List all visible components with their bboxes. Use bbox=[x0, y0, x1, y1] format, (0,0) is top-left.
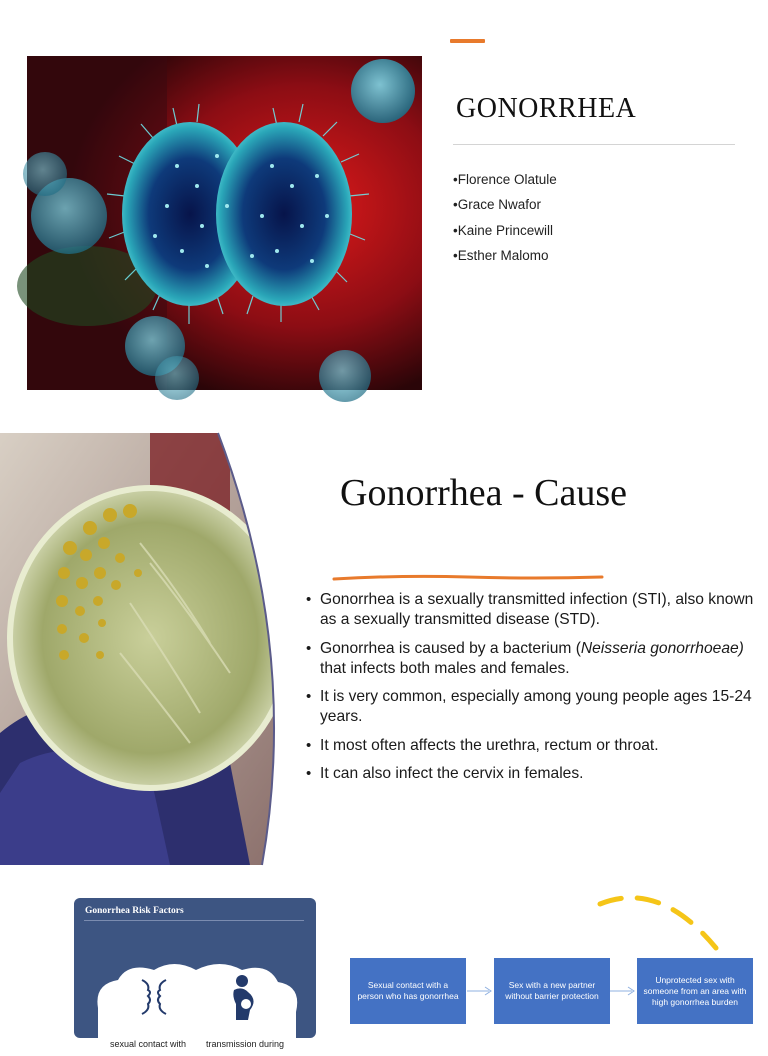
bullet-text: Gonorrhea is caused by a bacterium ( bbox=[320, 639, 581, 657]
bullet-item: • It can also infect the cervix in females. bbox=[306, 764, 756, 784]
bullet-text: that infects both males and females. bbox=[320, 659, 570, 677]
flow-step-box: Unprotected sex with someone from an area with high gonorrhea burden bbox=[637, 958, 753, 1024]
flow-step-box: Sex with a new partner without barrier protection bbox=[494, 958, 610, 1024]
title-divider bbox=[453, 144, 735, 145]
card-title: Gonorrhea Risk Factors bbox=[85, 906, 184, 916]
card-label: sexual contact with bbox=[110, 1039, 187, 1049]
petri-dish-image bbox=[0, 433, 290, 865]
pregnant-person-icon bbox=[228, 974, 258, 1020]
decorative-dashed-arc bbox=[590, 888, 730, 958]
author-item: •Florence Olatule bbox=[453, 172, 557, 187]
title-underline bbox=[332, 573, 604, 583]
two-faces-icon bbox=[134, 976, 174, 1016]
author-item: •Esther Malomo bbox=[453, 247, 549, 263]
bacteria-image bbox=[27, 56, 422, 390]
accent-bar bbox=[450, 39, 485, 43]
bullet-item: • It most often affects the urethra, rectum or throat. bbox=[306, 736, 756, 756]
bullet-item: • It is very common, especially among young people ages 15-24 years. bbox=[306, 687, 756, 727]
author-item: •Grace Nwafor bbox=[453, 197, 542, 213]
flow-arrow-icon bbox=[610, 986, 636, 996]
risk-factors-card bbox=[74, 898, 316, 1049]
flow-step-box: Sexual contact with a person who has gonorrhea bbox=[350, 958, 466, 1024]
risk-factors-slide bbox=[0, 870, 768, 1049]
bullet-item bbox=[306, 639, 756, 679]
cause-bullet-list bbox=[306, 590, 756, 793]
author-list bbox=[453, 171, 557, 272]
title-slide bbox=[0, 0, 768, 418]
flow-arrow-icon bbox=[467, 986, 493, 996]
slide-title: Gonorrhea - Cause bbox=[340, 472, 628, 514]
bullet-italic-text: Neisseria gonorrhoeae) bbox=[580, 639, 744, 657]
card-label: transmission during bbox=[206, 1039, 285, 1049]
bullet-item: • Gonorrhea is a sexually transmitted infection (STI), also known as a sexually transmitted disease (STD). bbox=[306, 590, 756, 630]
cause-slide bbox=[0, 433, 768, 865]
card-divider bbox=[84, 920, 304, 921]
slide-title: GONORRHEA bbox=[456, 93, 637, 124]
author-item: •Kaine Princewill bbox=[453, 222, 554, 238]
